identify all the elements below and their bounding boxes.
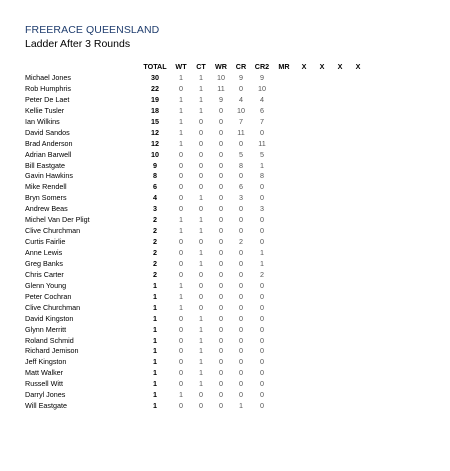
cr-points: 11: [237, 127, 245, 137]
table-row: [0, 128, 450, 139]
ct-points: 0: [199, 237, 203, 247]
ct-points: 1: [199, 368, 203, 378]
table-row: [0, 171, 450, 182]
table-row: [0, 292, 450, 303]
cr-points: 3: [239, 193, 243, 203]
cr-points: 1: [239, 401, 243, 411]
ct-points: 0: [199, 182, 203, 192]
ct-points: 1: [199, 357, 203, 367]
cr2-points: 0: [260, 226, 264, 236]
wr-points: 0: [219, 401, 223, 411]
header-wt: WT: [175, 62, 187, 71]
table-row: [0, 193, 450, 204]
document-title: FREERACE QUEENSLAND: [25, 24, 160, 36]
wt-points: 0: [179, 258, 183, 268]
total-points: 2: [153, 269, 157, 279]
header-x1: X: [301, 62, 307, 71]
ct-points: 1: [199, 346, 203, 356]
total-points: 1: [153, 280, 157, 290]
total-points: 18: [151, 105, 159, 115]
cr-points: 6: [239, 182, 243, 192]
ct-points: 0: [199, 171, 203, 181]
ct-points: 1: [199, 94, 203, 104]
table-row: [0, 303, 450, 314]
total-points: 10: [151, 149, 159, 159]
cr2-points: 4: [260, 94, 264, 104]
cr2-points: 0: [260, 368, 264, 378]
table-row: [0, 390, 450, 401]
cr-points: 0: [239, 291, 243, 301]
total-points: 1: [153, 324, 157, 334]
total-points: 2: [153, 248, 157, 257]
competitor-name: Michel Van Der Pligt: [25, 215, 90, 225]
cr2-points: 0: [260, 313, 264, 323]
wt-points: 1: [179, 138, 183, 148]
competitor-name: Glenn Young: [25, 280, 67, 290]
total-points: 1: [153, 302, 157, 312]
total-points: 6: [153, 182, 157, 192]
header-wr: WR: [215, 62, 227, 71]
table-row: [0, 314, 450, 325]
competitor-name: Anne Lewis: [25, 248, 63, 257]
cr-points: 0: [239, 215, 243, 225]
cr2-points: 0: [260, 335, 264, 345]
wr-points: 0: [219, 160, 223, 170]
cr2-points: 10: [258, 83, 266, 93]
ct-points: 0: [199, 116, 203, 126]
competitor-name: Glynn Merritt: [25, 324, 67, 334]
total-points: 8: [153, 171, 157, 181]
cr2-points: 0: [260, 193, 264, 203]
wr-points: 0: [219, 248, 223, 257]
wr-points: 11: [217, 83, 225, 93]
header-x4: X: [355, 62, 361, 71]
ct-points: 0: [199, 204, 203, 214]
competitor-name: Ian Wilkins: [25, 116, 60, 126]
cr2-points: 0: [260, 357, 264, 367]
total-points: 1: [153, 401, 157, 411]
cr-points: 0: [239, 368, 243, 378]
table-row: [0, 117, 450, 128]
wr-points: 0: [219, 390, 223, 400]
ct-points: 0: [199, 302, 203, 312]
ct-points: 1: [199, 248, 203, 257]
table-row: [0, 357, 450, 368]
wr-points: 0: [219, 324, 223, 334]
cr2-points: 5: [260, 149, 264, 159]
wr-points: 0: [219, 302, 223, 312]
cr2-points: 0: [260, 379, 264, 389]
cr2-points: 1: [260, 160, 264, 170]
ct-points: 0: [199, 160, 203, 170]
ct-points: 1: [199, 379, 203, 389]
competitor-name: David Sandos: [25, 127, 70, 137]
competitor-name: Bill Eastgate: [25, 160, 65, 170]
table-row: [0, 237, 450, 248]
total-points: 12: [151, 127, 159, 137]
wt-points: 0: [179, 204, 183, 214]
wr-points: 0: [219, 357, 223, 367]
cr-points: 0: [239, 302, 243, 312]
wr-points: 9: [219, 94, 223, 104]
cr2-points: 0: [260, 215, 264, 225]
cr-points: 0: [239, 248, 243, 257]
cr2-points: 0: [260, 237, 264, 247]
cr2-points: 8: [260, 171, 264, 181]
cr2-points: 0: [260, 291, 264, 301]
competitor-name: Gavin Hawkins: [25, 171, 73, 181]
total-points: 1: [153, 313, 157, 323]
ct-points: 1: [199, 105, 203, 115]
wt-points: 0: [179, 149, 183, 159]
ct-points: 1: [199, 258, 203, 268]
total-points: 2: [153, 215, 157, 225]
wr-points: 0: [219, 193, 223, 203]
header-ct: CT: [196, 62, 206, 71]
cr-points: 0: [239, 335, 243, 345]
competitor-name: Michael Jones: [25, 73, 71, 82]
wr-points: 0: [219, 215, 223, 225]
table-row: [0, 161, 450, 172]
cr-points: 0: [239, 357, 243, 367]
competitor-name: Kellie Tusler: [25, 105, 65, 115]
wr-points: 0: [219, 346, 223, 356]
cr2-points: 0: [260, 280, 264, 290]
table-row: [0, 215, 450, 226]
wr-points: 0: [219, 182, 223, 192]
table-row: [0, 336, 450, 347]
wr-points: 0: [219, 138, 223, 148]
cr-points: 7: [239, 116, 243, 126]
header-x2: X: [319, 62, 325, 71]
ct-points: 1: [199, 335, 203, 345]
competitor-name: Greg Banks: [25, 258, 63, 268]
wt-points: 1: [179, 226, 183, 236]
cr2-points: 0: [260, 302, 264, 312]
cr2-points: 0: [260, 182, 264, 192]
cr-points: 0: [239, 171, 243, 181]
competitor-name: Adrian Barwell: [25, 149, 72, 159]
ladder-header-row: [0, 62, 450, 73]
wr-points: 0: [219, 269, 223, 279]
wt-points: 0: [179, 237, 183, 247]
cr2-points: 9: [260, 73, 264, 82]
cr-points: 5: [239, 149, 243, 159]
wt-points: 1: [179, 280, 183, 290]
cr-points: 0: [239, 379, 243, 389]
competitor-name: David Kingston: [25, 313, 74, 323]
cr2-points: 0: [260, 390, 264, 400]
competitor-name: Roland Schmid: [25, 335, 74, 345]
total-points: 1: [153, 357, 157, 367]
cr-points: 2: [239, 237, 243, 247]
ct-points: 1: [199, 193, 203, 203]
cr-points: 0: [239, 313, 243, 323]
wr-points: 0: [219, 204, 223, 214]
wt-points: 1: [179, 73, 183, 82]
competitor-name: Mike Rendell: [25, 182, 67, 192]
cr-points: 0: [239, 280, 243, 290]
header-total: TOTAL: [143, 62, 167, 71]
cr-points: 0: [239, 269, 243, 279]
wr-points: 0: [219, 237, 223, 247]
cr2-points: 0: [260, 324, 264, 334]
header-x3: X: [337, 62, 343, 71]
competitor-name: Russell Witt: [25, 379, 63, 389]
total-points: 1: [153, 368, 157, 378]
wt-points: 0: [179, 368, 183, 378]
wr-points: 0: [219, 291, 223, 301]
competitor-name: Will Eastgate: [25, 401, 67, 411]
cr2-points: 1: [260, 248, 264, 257]
total-points: 2: [153, 258, 157, 268]
cr2-points: 0: [260, 127, 264, 137]
wr-points: 0: [219, 116, 223, 126]
table-row: [0, 248, 450, 259]
table-row: [0, 379, 450, 390]
wt-points: 1: [179, 105, 183, 115]
wr-points: 0: [219, 127, 223, 137]
cr-points: 0: [239, 390, 243, 400]
wt-points: 0: [179, 248, 183, 257]
header-cr2: CR2: [254, 62, 270, 71]
table-row: [0, 150, 450, 161]
ct-points: 0: [199, 291, 203, 301]
ladder-rows: [0, 73, 450, 412]
total-points: 2: [153, 226, 157, 236]
ct-points: 0: [199, 127, 203, 137]
cr-points: 0: [239, 204, 243, 214]
cr-points: 8: [239, 160, 243, 170]
wr-points: 0: [219, 105, 223, 115]
competitor-name: Richard Jemison: [25, 346, 79, 356]
competitor-name: Andrew Beas: [25, 204, 68, 214]
table-row: [0, 95, 450, 106]
table-row: [0, 270, 450, 281]
document-subtitle: Ladder After 3 Rounds: [25, 38, 131, 50]
table-row: [0, 84, 450, 95]
competitor-name: Chris Carter: [25, 269, 64, 279]
wt-points: 1: [179, 94, 183, 104]
ct-points: 1: [199, 324, 203, 334]
ct-points: 1: [199, 215, 203, 225]
ct-points: 1: [199, 83, 203, 93]
competitor-name: Peter Cochran: [25, 291, 72, 301]
competitor-name: Matt Walker: [25, 368, 64, 378]
total-points: 12: [151, 138, 159, 148]
cr-points: 10: [237, 105, 245, 115]
table-row: [0, 368, 450, 379]
wt-points: 0: [179, 182, 183, 192]
cr2-points: 6: [260, 105, 264, 115]
wr-points: 0: [219, 379, 223, 389]
wt-points: 0: [179, 357, 183, 367]
total-points: 1: [153, 390, 157, 400]
competitor-name: Brad Anderson: [25, 138, 73, 148]
cr-points: 4: [239, 94, 243, 104]
ct-points: 0: [199, 269, 203, 279]
cr2-points: 7: [260, 116, 264, 126]
competitor-name: Rob Humphris: [25, 83, 71, 93]
total-points: 2: [153, 237, 157, 247]
wt-points: 0: [179, 346, 183, 356]
wt-points: 0: [179, 379, 183, 389]
cr2-points: 11: [258, 138, 266, 148]
wr-points: 0: [219, 280, 223, 290]
cr2-points: 2: [260, 269, 264, 279]
ct-points: 1: [199, 313, 203, 323]
wt-points: 1: [179, 302, 183, 312]
ct-points: 1: [199, 73, 203, 82]
total-points: 4: [153, 193, 157, 203]
cr2-points: 1: [260, 258, 264, 268]
wr-points: 0: [219, 313, 223, 323]
competitor-name: Darryl Jones: [25, 390, 66, 400]
total-points: 1: [153, 346, 157, 356]
total-points: 30: [151, 73, 159, 82]
table-row: [0, 325, 450, 336]
wt-points: 1: [179, 127, 183, 137]
total-points: 22: [151, 83, 159, 93]
table-row: [0, 281, 450, 292]
wt-points: 1: [179, 116, 183, 126]
cr-points: 9: [239, 73, 243, 82]
wt-points: 0: [179, 335, 183, 345]
wt-points: 0: [179, 193, 183, 203]
cr-points: 0: [239, 258, 243, 268]
table-row: [0, 226, 450, 237]
table-row: [0, 346, 450, 357]
table-row: [0, 139, 450, 150]
competitor-name: Clive Churchman: [25, 226, 81, 236]
wt-points: 0: [179, 171, 183, 181]
cr-points: 0: [239, 138, 243, 148]
competitor-name: Bryn Somers: [25, 193, 67, 203]
wt-points: 0: [179, 324, 183, 334]
total-points: 1: [153, 335, 157, 345]
cr-points: 0: [239, 83, 243, 93]
table-row: [0, 204, 450, 215]
competitor-name: Peter De Laet: [25, 94, 70, 104]
wr-points: 10: [217, 73, 225, 82]
wt-points: 1: [179, 215, 183, 225]
wt-points: 1: [179, 390, 183, 400]
wt-points: 0: [179, 160, 183, 170]
total-points: 19: [151, 94, 159, 104]
header-cr: CR: [235, 62, 247, 71]
cr2-points: 0: [260, 346, 264, 356]
wt-points: 0: [179, 83, 183, 93]
ct-points: 0: [199, 138, 203, 148]
total-points: 9: [153, 160, 157, 170]
wt-points: 0: [179, 313, 183, 323]
wr-points: 0: [219, 149, 223, 159]
wr-points: 0: [219, 226, 223, 236]
total-points: 15: [151, 116, 159, 126]
wt-points: 1: [179, 291, 183, 301]
ct-points: 0: [199, 401, 203, 411]
ct-points: 0: [199, 390, 203, 400]
cr-points: 0: [239, 226, 243, 236]
cr2-points: 3: [260, 204, 264, 214]
wt-points: 0: [179, 401, 183, 411]
total-points: 1: [153, 291, 157, 301]
wr-points: 0: [219, 335, 223, 345]
cr-points: 0: [239, 324, 243, 334]
wr-points: 0: [219, 171, 223, 181]
header-mr: MR: [278, 62, 290, 71]
wr-points: 0: [219, 368, 223, 378]
ct-points: 1: [199, 226, 203, 236]
wt-points: 0: [179, 269, 183, 279]
ct-points: 0: [199, 280, 203, 290]
competitor-name: Clive Churchman: [25, 302, 81, 312]
total-points: 1: [153, 379, 157, 389]
total-points: 3: [153, 204, 157, 214]
wr-points: 0: [219, 258, 223, 268]
table-row: [0, 73, 450, 84]
table-row: [0, 182, 450, 193]
table-row: [0, 401, 450, 412]
competitor-name: Curtis Fairlie: [25, 237, 66, 247]
ct-points: 0: [199, 149, 203, 159]
cr-points: 0: [239, 346, 243, 356]
table-row: [0, 106, 450, 117]
cr2-points: 0: [260, 401, 264, 411]
competitor-name: Jeff Kingston: [25, 357, 67, 367]
table-row: [0, 259, 450, 270]
